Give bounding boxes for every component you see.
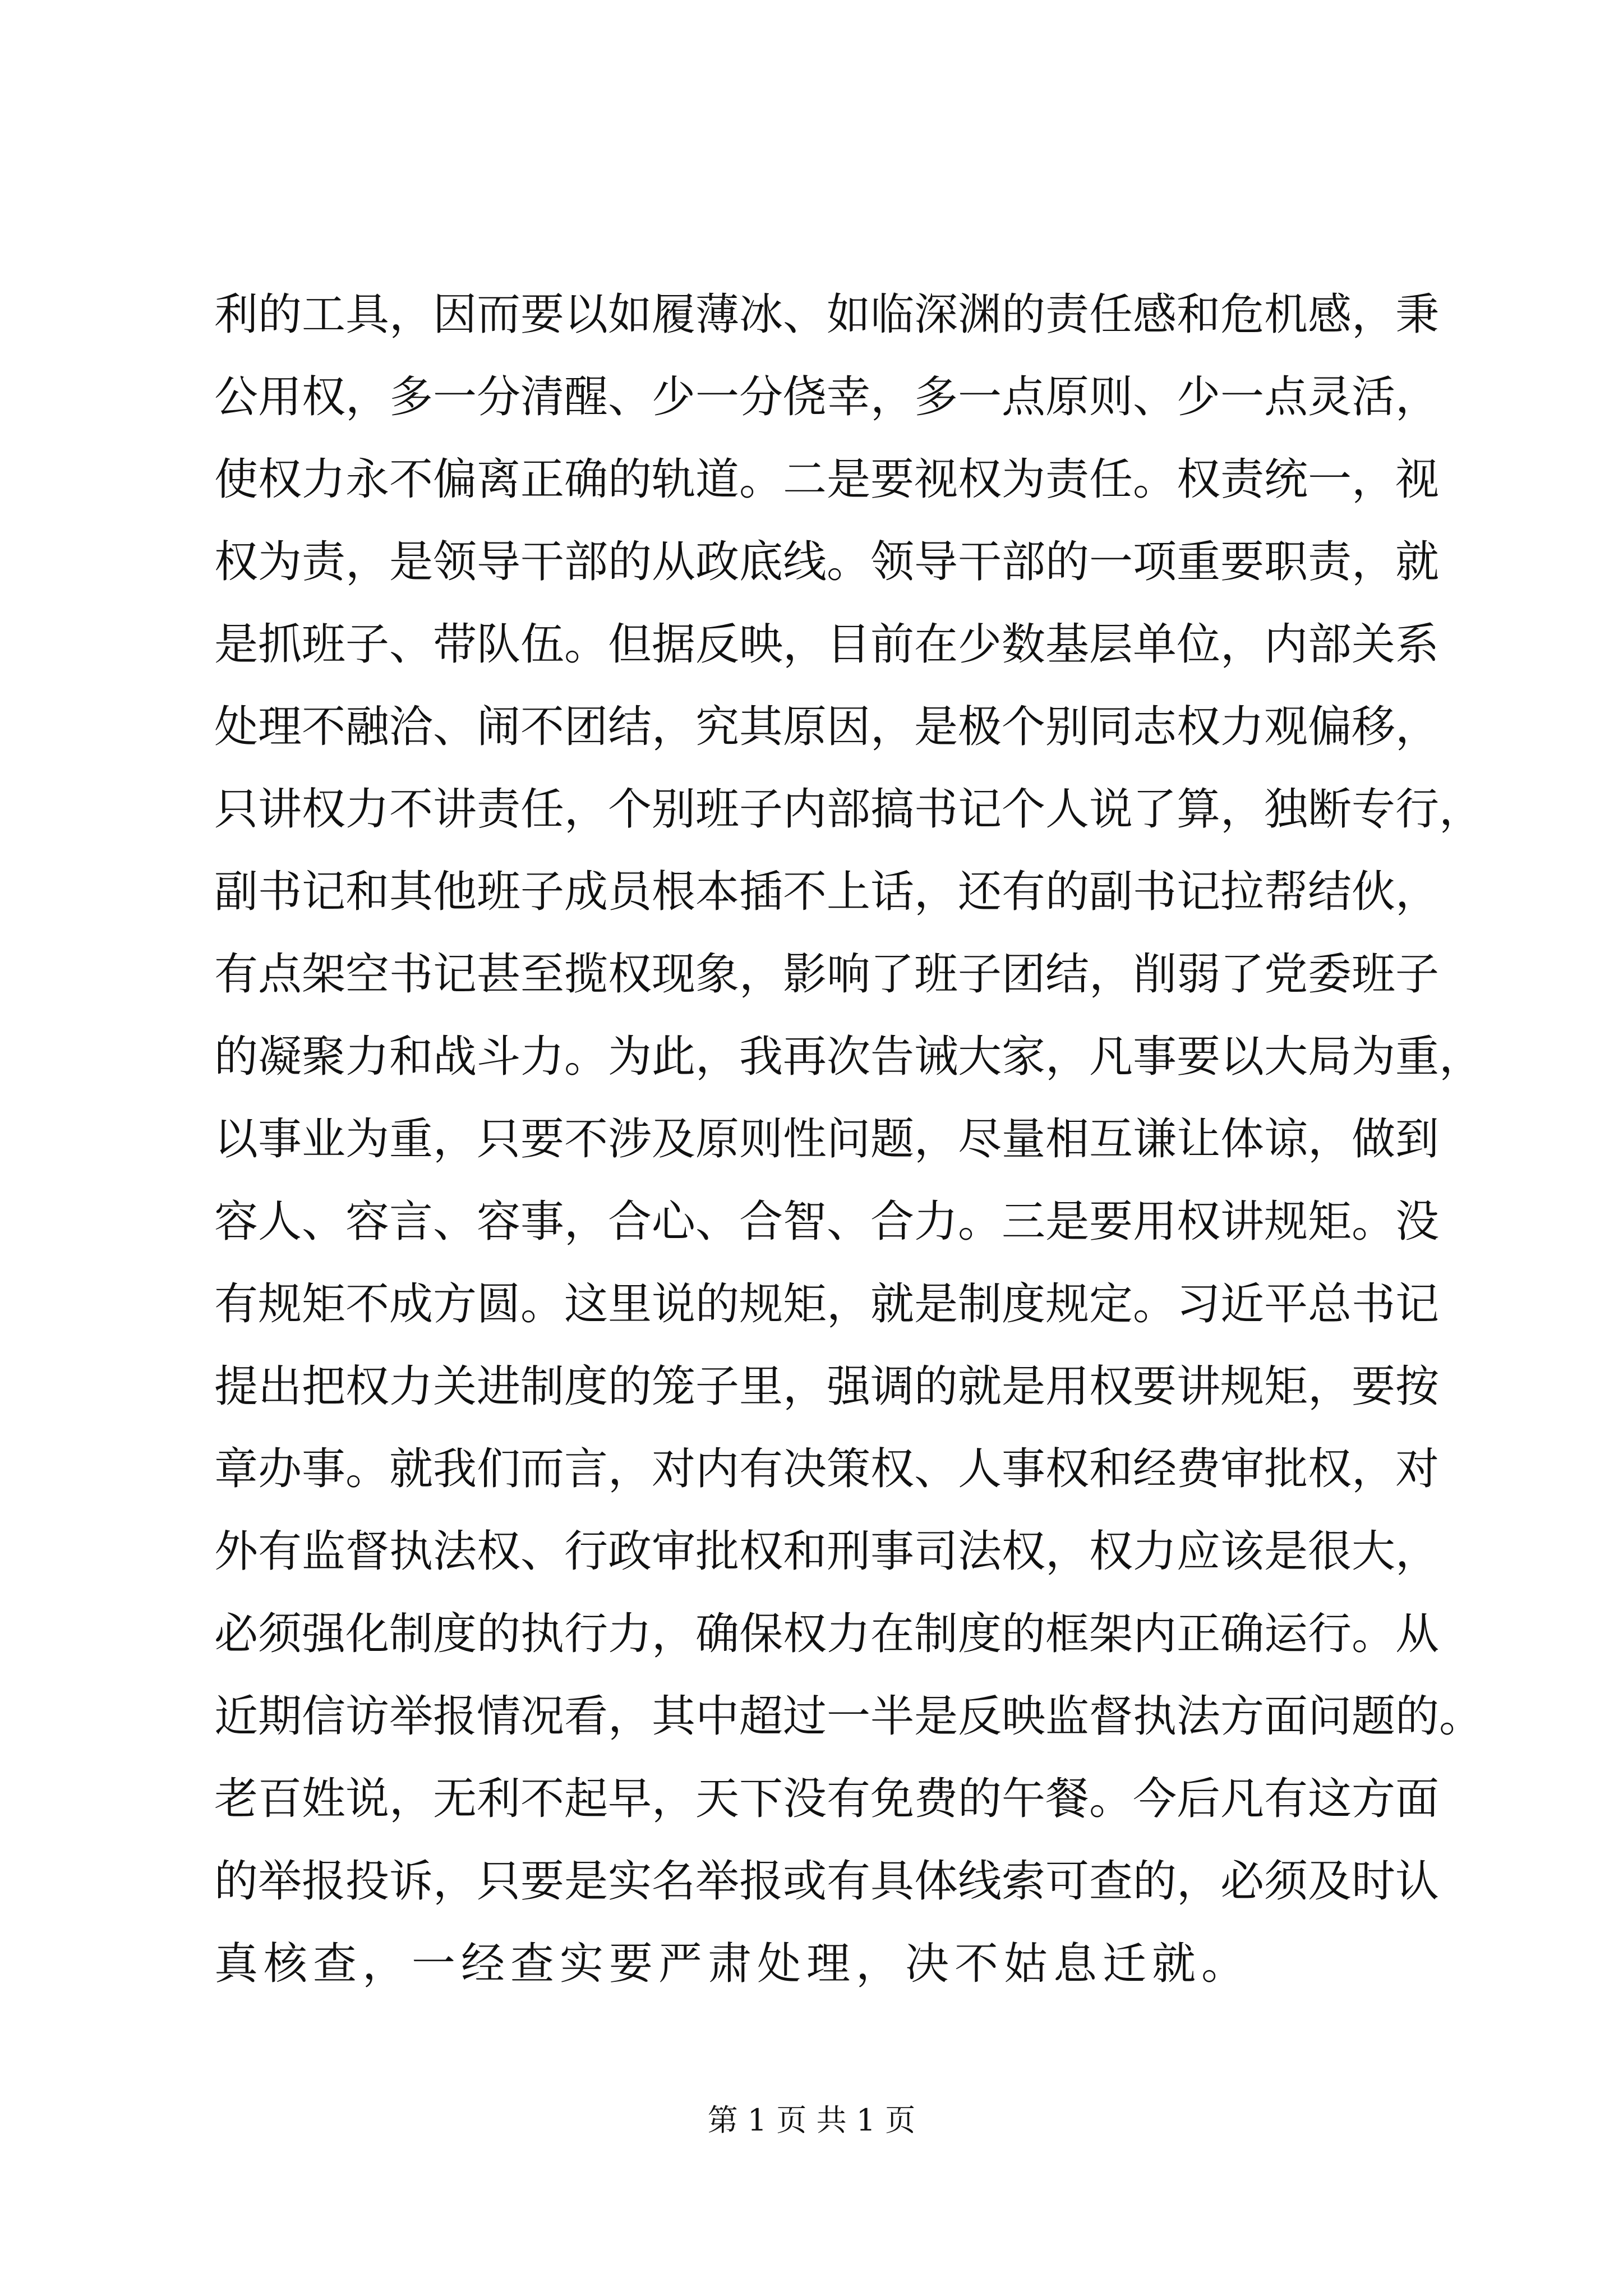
text-line: 利的工具，因而要以如履薄冰、如临深渊的责任感和危机感，秉 [214,289,1440,340]
text-line: 提出把权力关进制度的笼子里，强调的就是用权要讲规矩，要按 [214,1361,1440,1412]
text-line: 近期信访举报情况看，其中超过一半是反映监督执法方面问题的。 [214,1691,1483,1742]
text-line: 处理不融洽、闹不团结，究其原因，是极个别同志权力观偏移， [214,702,1440,752]
text-line: 老百姓说，无利不起早，天下没有免费的午餐。今后凡有这方面 [214,1774,1440,1824]
text-line: 容人、容言、容事，合心、合智、合力。三是要用权讲规矩。没 [214,1197,1440,1247]
text-line: 副书记和其他班子成员根本插不上话，还有的副书记拉帮结伙， [214,867,1440,917]
text-line: 是抓班子、带队伍。但据反映，目前在少数基层单位，内部关系 [214,619,1440,670]
text-line: 以事业为重，只要不涉及原则性问题，尽量相互谦让体谅，做到 [214,1114,1440,1165]
text-line: 权为责，是领导干部的从政底线。领导干部的一项重要职责，就 [214,537,1440,587]
text-line: 有点架空书记甚至揽权现象，影响了班子团结，削弱了党委班子 [214,949,1440,1000]
text-line: 有规矩不成方圆。这里说的规矩，就是制度规定。习近平总书记 [214,1279,1440,1329]
text-line: 只讲权力不讲责任，个别班子内部搞书记个人说了算，独断专行， [214,784,1483,835]
body-text [214,274,1483,2005]
text-line: 的举报投诉，只要是实名举报或有具体线索可查的，必须及时认 [214,1856,1440,1907]
text-line: 的凝聚力和战斗力。为此，我再次告诫大家，凡事要以大局为重， [214,1032,1483,1082]
text-line: 公用权，多一分清醒、少一分侥幸，多一点原则、少一点灵活， [214,372,1440,422]
text-line: 使权力永不偏离正确的轨道。二是要视权为责任。权责统一，视 [214,454,1440,505]
text-line: 真核查，一经查实要严肃处理，决不姑息迁就。 [214,1939,1251,1989]
text-line: 章办事。就我们而言，对内有决策权、人事权和经费审批权，对 [214,1444,1440,1494]
page-indicator: 第 1 页 共 1 页 [707,2102,916,2138]
text-line: 外有监督执法权、行政审批权和刑事司法权，权力应该是很大， [214,1526,1440,1577]
page-footer [0,2101,1623,2140]
text-line: 必须强化制度的执行力，确保权力在制度的框架内正确运行。从 [214,1609,1440,1659]
